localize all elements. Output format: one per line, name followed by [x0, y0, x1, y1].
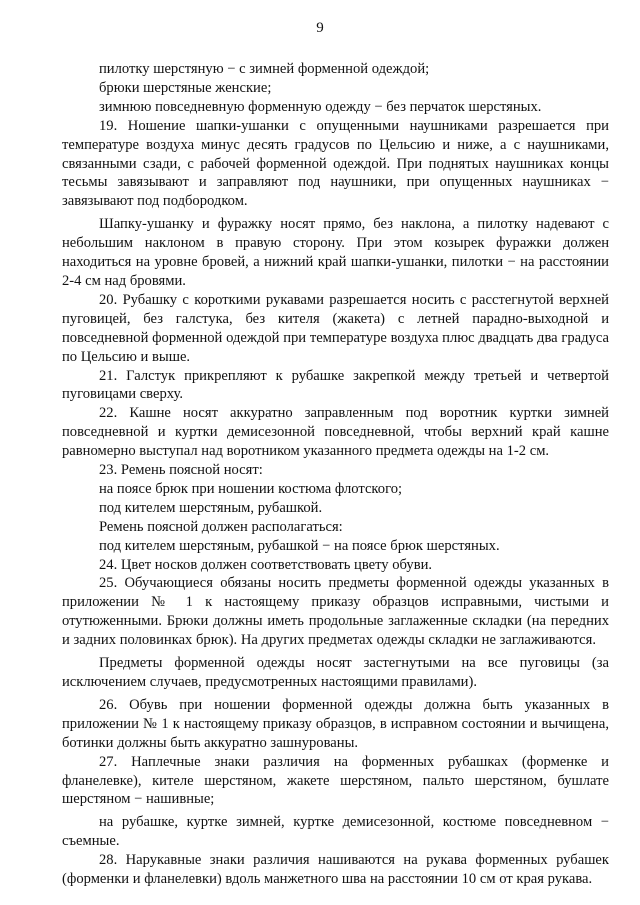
paragraph-19-headwear: Шапку-ушанку и фуражку носят прямо, без наклона, а пилотку надевают с небольшим наклоном в правую сторону. При этом козырек фуражки должен находиться на уровне бровей, а нижний край шапки-ушанки, пилотки − на расстоянии 2-4 см над бровями.	[62, 216, 609, 289]
paragraph-item-winter-uniform: зимнюю повседневную форменную одежду − без перчаток шерстяных.	[99, 98, 542, 115]
paragraph-23-item-1: на поясе брюк при ношении костюма флотского;	[99, 480, 403, 497]
paragraph-23: 23. Ремень поясной носят:	[99, 462, 263, 479]
paragraph-23-item-2: под кителем шерстяным, рубашкой.	[99, 499, 323, 516]
paragraph-27: 27. Наплечные знаки различия на форменных рубашках (форменке и фланелевке), кителе шерстяном, жакете шерстяном, пальто шерстяном, бушлате шерстяном − нашивные;	[62, 753, 609, 808]
paragraph-22: 22. Кашне носят аккуратно заправленным под воротник куртки зимней повседневной и куртки демисезонной повседневной, чтобы верхний край кашне равномерно выступал над воротником указанного предмета одежды на 1-2 см.	[62, 405, 609, 460]
paragraph-25-buttons: Предметы форменной одежды носят застегнутыми на все пуговицы (за исключением случаев, предусмотренных настоящими правилами).	[62, 655, 609, 690]
paragraph-23-position-item: под кителем шерстяным, рубашкой − на поясе брюк шерстяных.	[99, 537, 500, 554]
paragraph-28: 28. Нарукавные знаки различия нашиваются на рукава форменных рубашек (форменки и фланелевки) вдоль манжетного шва на расстоянии 10 см от края рукава.	[62, 852, 609, 888]
paragraph-25: 25. Обучающиеся обязаны носить предметы форменной одежды указанных в приложении № 1 к настоящему приказу образцов исправными, чистыми и отутюженными. Брюки должны иметь продольные заглаженные складки (на передних и задних половинках брюк). На других предметах одежды складки не заглаживаются.	[62, 575, 609, 649]
paragraph-21: 21. Галстук прикрепляют к рубашке закрепкой между третьей и четвертой пуговицами сверху.	[62, 367, 609, 403]
paragraph-item-cap: пилотку шерстяную − с зимней форменной одеждой;	[99, 61, 430, 77]
paragraph-27-removable: на рубашке, куртке зимней, куртке демисезонной, костюме повседневном − съемные.	[62, 814, 609, 850]
document-body	[62, 60, 609, 889]
paragraph-19: 19. Ношение шапки-ушанки с опущенными наушниками разрешается при температуре воздуха минус десять градусов по Цельсию и ниже, а с наушниками, связанными сзади, с рабочей форменной одеждой. При поднятых наушниках концы тесьмы завязывают и заправляют под наушники, при опущенных наушниках − завязывают под подбородком.	[62, 117, 609, 210]
paragraph-26: 26. Обувь при ношении форменной одежды должна быть указанных в приложении № 1 к настоящему приказу образцов, в исправном состоянии и вычищена, ботинки должны быть аккуратно зашнурованы.	[62, 696, 609, 751]
paragraph-24: 24. Цвет носков должен соответствовать цвету обуви.	[99, 556, 433, 573]
paragraph-23-position: Ремень поясной должен располагаться:	[99, 518, 343, 535]
page-number: 9	[316, 20, 324, 36]
paragraph-item-trousers: брюки шерстяные женские;	[99, 79, 272, 96]
paragraph-20: 20. Рубашку с короткими рукавами разрешается носить с расстегнутой верхней пуговицей, без галстука, без кителя (жакета) с летней парадно-выходной и повседневной форменной одеждой при температуре воздуха плюс двадцать два градуса по Цельсию и выше.	[62, 291, 609, 365]
